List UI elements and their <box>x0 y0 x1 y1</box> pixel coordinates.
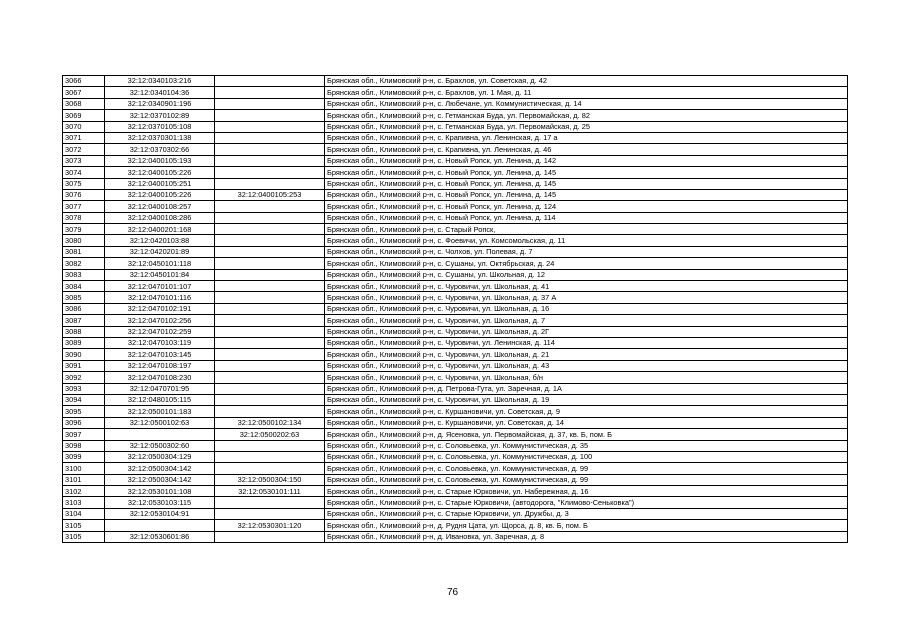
address-cell: Брянская обл., Климовский р-н, с. Чуровичи, ул. Школьная, б/н <box>325 372 848 383</box>
address-cell: Брянская обл., Климовский р-н, с. Чуровичи, ул. Школьная, д. 7 <box>325 315 848 326</box>
page-number: 76 <box>446 587 459 598</box>
related-cadastral-number-cell <box>215 497 325 508</box>
address-cell: Брянская обл., Климовский р-н, с. Соловьевка, ул. Коммунистическая, д. 99 <box>325 463 848 474</box>
row-number-cell: 3096 <box>63 417 105 428</box>
cadastral-number-cell: 32:12:0470102:256 <box>105 315 215 326</box>
row-number-cell: 3066 <box>63 76 105 87</box>
row-number-cell: 3087 <box>63 315 105 326</box>
cadastral-number-cell: 32:12:0370301:138 <box>105 132 215 143</box>
related-cadastral-number-cell <box>215 76 325 87</box>
cadastral-number-cell <box>105 520 215 531</box>
row-number-cell: 3068 <box>63 98 105 109</box>
row-number-cell: 3097 <box>63 429 105 440</box>
address-cell: Брянская обл., Климовский р-н, с. Чуровичи, ул. Школьная, д. 2Г <box>325 326 848 337</box>
cadastral-number-cell: 32:12:0340901:196 <box>105 98 215 109</box>
address-cell: Брянская обл., Климовский р-н, с. Куршановичи, ул. Советская, д. 9 <box>325 406 848 417</box>
address-cell: Брянская обл., Климовский р-н, с. Гетманская Буда, ул. Первомайская, д. 25 <box>325 121 848 132</box>
related-cadastral-number-cell <box>215 201 325 212</box>
cadastral-number-cell: 32:12:0470103:119 <box>105 337 215 348</box>
related-cadastral-number-cell <box>215 269 325 280</box>
related-cadastral-number-cell <box>215 258 325 269</box>
address-cell: Брянская обл., Климовский р-н, с. Куршановичи, ул. Советская, д. 14 <box>325 417 848 428</box>
table-row <box>63 76 848 87</box>
row-number-cell: 3076 <box>63 189 105 200</box>
related-cadastral-number-cell <box>215 132 325 143</box>
cadastral-number-cell: 32:12:0400108:257 <box>105 201 215 212</box>
row-number-cell: 3070 <box>63 121 105 132</box>
related-cadastral-number-cell <box>215 451 325 462</box>
address-cell: Брянская обл., Климовский р-н, с. Любечане, ул. Коммунистическая, д. 14 <box>325 98 848 109</box>
related-cadastral-number-cell <box>215 315 325 326</box>
row-number-cell: 3083 <box>63 269 105 280</box>
table-row <box>63 474 848 485</box>
cadastral-number-cell: 32:12:0400108:286 <box>105 212 215 223</box>
cadastral-number-cell: 32:12:0470101:116 <box>105 292 215 303</box>
address-cell: Брянская обл., Климовский р-н, с. Соловьевка, ул. Коммунистическая, д. 100 <box>325 451 848 462</box>
table-row <box>63 406 848 417</box>
cadastral-number-cell: 32:12:0500102:63 <box>105 417 215 428</box>
cadastral-number-cell: 32:12:0400105:193 <box>105 155 215 166</box>
table-row <box>63 508 848 519</box>
address-cell: Брянская обл., Климовский р-н, с. Старые Юрковичи, ул. Набережная, д. 16 <box>325 486 848 497</box>
address-cell: Брянская обл., Климовский р-н, с. Соловьевка, ул. Коммунистическая, д. 99 <box>325 474 848 485</box>
cadastral-number-cell: 32:12:0400201:168 <box>105 224 215 235</box>
address-cell: Брянская обл., Климовский р-н, с. Новый Ропск, ул. Ленина, д. 145 <box>325 189 848 200</box>
row-number-cell: 3072 <box>63 144 105 155</box>
related-cadastral-number-cell: 32:12:0500102:134 <box>215 417 325 428</box>
table-row <box>63 360 848 371</box>
address-cell: Брянская обл., Климовский р-н, с. Фоевичи, ул. Комсомольская, д. 11 <box>325 235 848 246</box>
table-row <box>63 235 848 246</box>
related-cadastral-number-cell: 32:12:0500304:150 <box>215 474 325 485</box>
related-cadastral-number-cell: 32:12:0500202:63 <box>215 429 325 440</box>
address-cell: Брянская обл., Климовский р-н, с. Брахлов, ул. Советская, д. 42 <box>325 76 848 87</box>
related-cadastral-number-cell <box>215 406 325 417</box>
related-cadastral-number-cell <box>215 303 325 314</box>
related-cadastral-number-cell <box>215 383 325 394</box>
address-cell: Брянская обл., Климовский р-н, с. Чуровичи, ул. Школьная, д. 16 <box>325 303 848 314</box>
cadastral-number-cell: 32:12:0500304:142 <box>105 474 215 485</box>
address-cell: Брянская обл., Климовский р-н, д. Рудня Цата, ул. Щорса, д. 8, кв. Б, пом. Б <box>325 520 848 531</box>
address-cell: Брянская обл., Климовский р-н, д. Ясеновка, ул. Первомайская, д. 37, кв. Б, пом. Б <box>325 429 848 440</box>
row-number-cell: 3077 <box>63 201 105 212</box>
related-cadastral-number-cell <box>215 531 325 542</box>
cadastral-number-cell: 32:12:0400105:226 <box>105 189 215 200</box>
row-number-cell: 3081 <box>63 246 105 257</box>
address-cell: Брянская обл., Климовский р-н, с. Новый Ропск, ул. Ленина, д. 124 <box>325 201 848 212</box>
cadastral-number-cell: 32:12:0340104:36 <box>105 87 215 98</box>
table-row <box>63 281 848 292</box>
row-number-cell: 3091 <box>63 360 105 371</box>
table-row <box>63 87 848 98</box>
row-number-cell: 3074 <box>63 167 105 178</box>
table-row <box>63 167 848 178</box>
table-row <box>63 178 848 189</box>
address-cell: Брянская обл., Климовский р-н, с. Новый Ропск, ул. Ленина, д. 145 <box>325 178 848 189</box>
related-cadastral-number-cell <box>215 337 325 348</box>
table-row <box>63 451 848 462</box>
address-cell: Брянская обл., Климовский р-н, с. Чуровичи, ул. Школьная, д. 19 <box>325 394 848 405</box>
address-cell: Брянская обл., Климовский р-н, с. Старые Юрковичи, (автодорога, "Климово-Сеньковка") <box>325 497 848 508</box>
address-cell: Брянская обл., Климовский р-н, с. Старые Юрковичи, ул. Дружбы, д. 3 <box>325 508 848 519</box>
cadastral-number-cell: 32:12:0470103:145 <box>105 349 215 360</box>
related-cadastral-number-cell <box>215 155 325 166</box>
cadastral-number-cell: 32:12:0470108:197 <box>105 360 215 371</box>
address-cell: Брянская обл., Климовский р-н, с. Чуровичи, ул. Ленинская, д. 114 <box>325 337 848 348</box>
table-row <box>63 224 848 235</box>
table-row <box>63 326 848 337</box>
address-cell: Брянская обл., Климовский р-н, с. Брахлов, ул. 1 Мая, д. 11 <box>325 87 848 98</box>
row-number-cell: 3092 <box>63 372 105 383</box>
row-number-cell: 3101 <box>63 474 105 485</box>
table-row <box>63 463 848 474</box>
related-cadastral-number-cell <box>215 281 325 292</box>
cadastral-number-cell: 32:12:0500304:142 <box>105 463 215 474</box>
row-number-cell: 3104 <box>63 508 105 519</box>
table-row <box>63 201 848 212</box>
table-row <box>63 417 848 428</box>
related-cadastral-number-cell <box>215 463 325 474</box>
related-cadastral-number-cell <box>215 246 325 257</box>
related-cadastral-number-cell: 32:12:0530301:120 <box>215 520 325 531</box>
table-row <box>63 349 848 360</box>
related-cadastral-number-cell <box>215 87 325 98</box>
cadastral-number-cell: 32:12:0420201:89 <box>105 246 215 257</box>
related-cadastral-number-cell <box>215 372 325 383</box>
table-row <box>63 394 848 405</box>
row-number-cell: 3073 <box>63 155 105 166</box>
address-cell: Брянская обл., Климовский р-н, с. Новый Ропск, ул. Ленина, д. 142 <box>325 155 848 166</box>
cadastral-number-cell: 32:12:0450101:84 <box>105 269 215 280</box>
cadastral-number-cell: 32:12:0530601:86 <box>105 531 215 542</box>
table-row <box>63 189 848 200</box>
table-row <box>63 497 848 508</box>
cadastral-number-cell: 32:12:0500302:60 <box>105 440 215 451</box>
related-cadastral-number-cell <box>215 394 325 405</box>
cadastral-number-cell: 32:12:0470101:107 <box>105 281 215 292</box>
table-row <box>63 258 848 269</box>
table-row <box>63 440 848 451</box>
related-cadastral-number-cell <box>215 144 325 155</box>
table-row <box>63 110 848 121</box>
cadastral-number-cell: 32:12:0530101:108 <box>105 486 215 497</box>
row-number-cell: 3095 <box>63 406 105 417</box>
address-cell: Брянская обл., Климовский р-н, д. Ивановка, ул. Заречная, д. 8 <box>325 531 848 542</box>
table-row <box>63 121 848 132</box>
row-number-cell: 3089 <box>63 337 105 348</box>
table-row <box>63 303 848 314</box>
cadastral-number-cell: 32:12:0370102:89 <box>105 110 215 121</box>
address-cell: Брянская обл., Климовский р-н, с. Новый Ропск, ул. Ленина, д. 145 <box>325 167 848 178</box>
cadastral-number-cell: 32:12:0500101:183 <box>105 406 215 417</box>
row-number-cell: 3075 <box>63 178 105 189</box>
cadastral-number-cell: 32:12:0480105:115 <box>105 394 215 405</box>
address-cell: Брянская обл., Климовский р-н, с. Чуровичи, ул. Школьная, д. 21 <box>325 349 848 360</box>
table-row <box>63 486 848 497</box>
registry-body <box>63 76 848 543</box>
row-number-cell: 3098 <box>63 440 105 451</box>
row-number-cell: 3079 <box>63 224 105 235</box>
address-cell: Брянская обл., Климовский р-н, с. Чуровичи, ул. Школьная, д. 37 А <box>325 292 848 303</box>
related-cadastral-number-cell <box>215 292 325 303</box>
cadastral-number-cell: 32:12:0530104:91 <box>105 508 215 519</box>
row-number-cell: 3094 <box>63 394 105 405</box>
related-cadastral-number-cell <box>215 178 325 189</box>
table-row <box>63 372 848 383</box>
row-number-cell: 3086 <box>63 303 105 314</box>
address-cell: Брянская обл., Климовский р-н, с. Чолхов, ул. Полевая, д. 7 <box>325 246 848 257</box>
table-row <box>63 429 848 440</box>
table-row <box>63 520 848 531</box>
related-cadastral-number-cell <box>215 360 325 371</box>
related-cadastral-number-cell <box>215 167 325 178</box>
table-row <box>63 337 848 348</box>
cadastral-number-cell: 32:12:0450101:118 <box>105 258 215 269</box>
row-number-cell: 3093 <box>63 383 105 394</box>
row-number-cell: 3069 <box>63 110 105 121</box>
cadastral-number-cell: 32:12:0530103:115 <box>105 497 215 508</box>
property-registry-table <box>62 75 848 543</box>
table-row <box>63 212 848 223</box>
cadastral-number-cell: 32:12:0470108:230 <box>105 372 215 383</box>
address-cell: Брянская обл., Климовский р-н, с. Сушаны, ул. Школьная, д. 12 <box>325 269 848 280</box>
row-number-cell: 3103 <box>63 497 105 508</box>
address-cell: Брянская обл., Климовский р-н, с. Крапивна, ул. Ленинская, д. 17 а <box>325 132 848 143</box>
address-cell: Брянская обл., Климовский р-н, с. Новый Ропск, ул. Ленина, д. 114 <box>325 212 848 223</box>
table-row <box>63 269 848 280</box>
address-cell: Брянская обл., Климовский р-н, с. Крапивна, ул. Ленинская, д. 46 <box>325 144 848 155</box>
row-number-cell: 3102 <box>63 486 105 497</box>
address-cell: Брянская обл., Климовский р-н, д. Петрова-Гута, ул. Заречная, д. 1А <box>325 383 848 394</box>
table-row <box>63 246 848 257</box>
cadastral-number-cell: 32:12:0470701:95 <box>105 383 215 394</box>
cadastral-number-cell: 32:12:0400105:251 <box>105 178 215 189</box>
table-row <box>63 383 848 394</box>
cadastral-number-cell: 32:12:0500304:129 <box>105 451 215 462</box>
row-number-cell: 3082 <box>63 258 105 269</box>
related-cadastral-number-cell <box>215 224 325 235</box>
related-cadastral-number-cell <box>215 326 325 337</box>
table-row <box>63 132 848 143</box>
related-cadastral-number-cell <box>215 121 325 132</box>
related-cadastral-number-cell: 32:12:0530101:111 <box>215 486 325 497</box>
related-cadastral-number-cell <box>215 110 325 121</box>
address-cell: Брянская обл., Климовский р-н, с. Гетманская Буда, ул. Первомайская, д. 82 <box>325 110 848 121</box>
related-cadastral-number-cell <box>215 440 325 451</box>
cadastral-number-cell: 32:12:0370105:108 <box>105 121 215 132</box>
cadastral-number-cell: 32:12:0370302:66 <box>105 144 215 155</box>
cadastral-number-cell: 32:12:0420103:88 <box>105 235 215 246</box>
row-number-cell: 3085 <box>63 292 105 303</box>
related-cadastral-number-cell <box>215 212 325 223</box>
related-cadastral-number-cell: 32:12:0400105:253 <box>215 189 325 200</box>
row-number-cell: 3080 <box>63 235 105 246</box>
cadastral-number-cell: 32:12:0340103:216 <box>105 76 215 87</box>
row-number-cell: 3088 <box>63 326 105 337</box>
row-number-cell: 3099 <box>63 451 105 462</box>
related-cadastral-number-cell <box>215 508 325 519</box>
cadastral-number-cell <box>105 429 215 440</box>
table-row <box>63 98 848 109</box>
address-cell: Брянская обл., Климовский р-н, с. Старый Ропск, <box>325 224 848 235</box>
row-number-cell: 3071 <box>63 132 105 143</box>
row-number-cell: 3084 <box>63 281 105 292</box>
table-row <box>63 315 848 326</box>
cadastral-number-cell: 32:12:0470102:259 <box>105 326 215 337</box>
address-cell: Брянская обл., Климовский р-н, с. Сушаны, ул. Октябрьская, д. 24 <box>325 258 848 269</box>
table-row <box>63 155 848 166</box>
row-number-cell: 3105 <box>63 520 105 531</box>
row-number-cell: 3100 <box>63 463 105 474</box>
table-row <box>63 292 848 303</box>
related-cadastral-number-cell <box>215 349 325 360</box>
cadastral-number-cell: 32:12:0400105:226 <box>105 167 215 178</box>
row-number-cell: 3105 <box>63 531 105 542</box>
related-cadastral-number-cell <box>215 235 325 246</box>
address-cell: Брянская обл., Климовский р-н, с. Чуровичи, ул. Школьная, д. 43 <box>325 360 848 371</box>
related-cadastral-number-cell <box>215 98 325 109</box>
row-number-cell: 3067 <box>63 87 105 98</box>
table-row <box>63 144 848 155</box>
address-cell: Брянская обл., Климовский р-н, с. Чуровичи, ул. Школьная, д. 41 <box>325 281 848 292</box>
address-cell: Брянская обл., Климовский р-н, с. Соловьевка, ул. Коммунистическая, д. 35 <box>325 440 848 451</box>
row-number-cell: 3078 <box>63 212 105 223</box>
table-row <box>63 531 848 542</box>
cadastral-number-cell: 32:12:0470102:191 <box>105 303 215 314</box>
row-number-cell: 3090 <box>63 349 105 360</box>
